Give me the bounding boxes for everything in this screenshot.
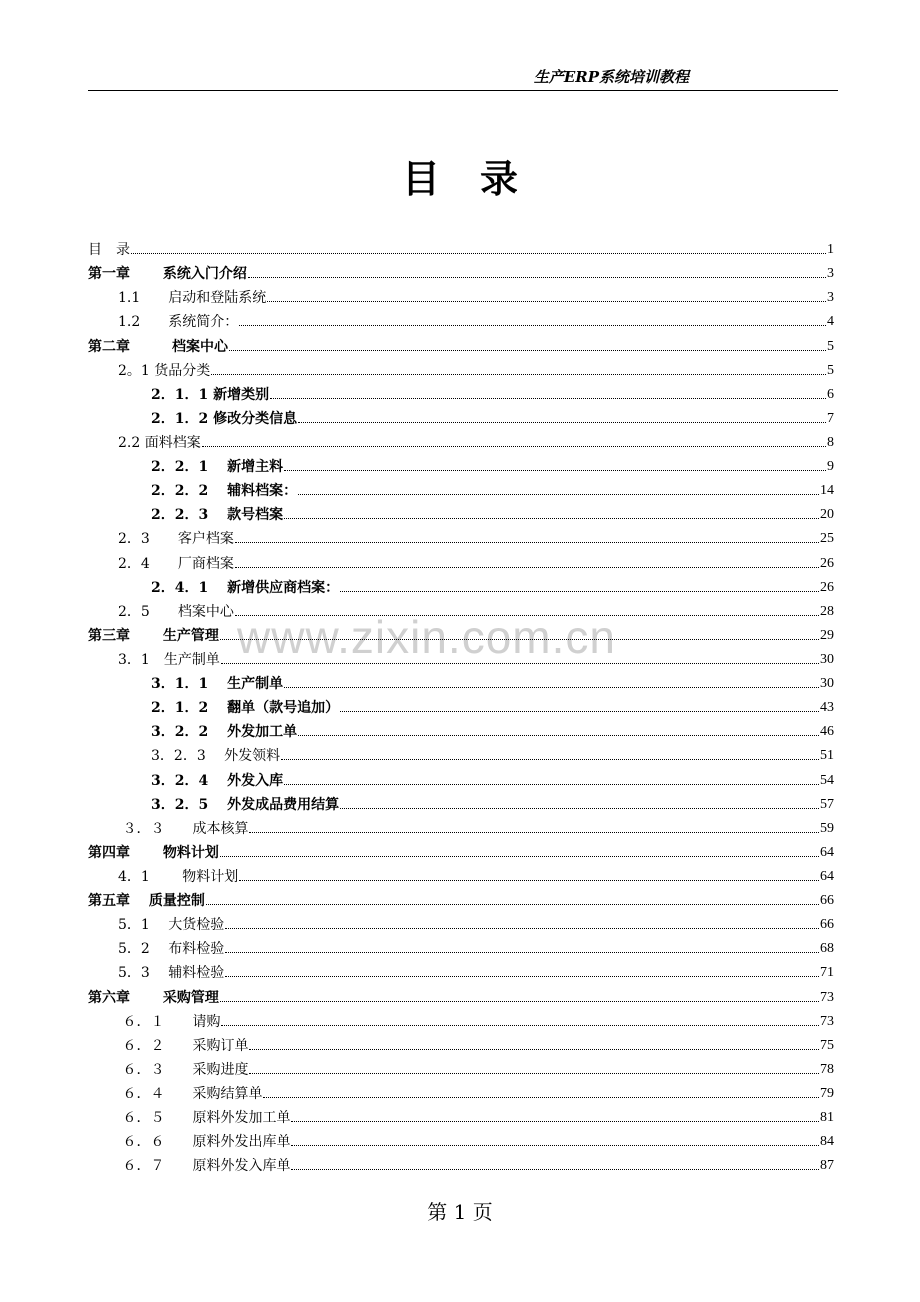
toc-entry-label: 2．3 客户档案 [118, 531, 234, 548]
toc-entry-page: 5 [827, 338, 834, 354]
toc-leader-dots [298, 422, 826, 423]
toc-entry[interactable] [88, 981, 834, 1005]
toc-entry[interactable] [88, 957, 834, 981]
toc-leader-dots [284, 518, 819, 519]
toc-entry-page: 46 [820, 724, 834, 740]
toc-entry-label: 目 录 [88, 242, 130, 259]
toc-leader-dots [291, 1145, 819, 1146]
toc-entry-label: ６．７ 原料外发入库单 [118, 1158, 291, 1175]
toc-leader-dots [235, 615, 819, 616]
toc-entry-page: 14 [820, 483, 834, 499]
toc-entry-label: ６．４ 采购结算单 [118, 1085, 263, 1102]
toc-entry-page: 66 [820, 917, 834, 933]
toc-entry[interactable] [88, 306, 834, 330]
toc-entry-label: 第四章 物料计划 [88, 844, 219, 861]
toc-leader-dots [270, 398, 826, 399]
toc-entry[interactable] [88, 692, 834, 716]
page-number-footer: 第 1 页 [427, 1200, 493, 1224]
toc-entry-label: 第六章 采购管理 [88, 989, 219, 1006]
toc-entry-label: ３．３ 成本核算 [118, 820, 249, 837]
toc-entry-label: 2．1．2 修改分类信息 [151, 410, 298, 427]
toc-entry-page: 26 [820, 579, 834, 595]
toc-entry-label: 3．1 生产制单 [118, 651, 220, 668]
toc-entry-page: 43 [820, 700, 834, 716]
toc-entry[interactable] [88, 572, 834, 596]
toc-entry-page: 54 [820, 772, 834, 788]
toc-entry-page: 29 [820, 627, 834, 643]
toc-entry-label: 3．2．5 外发成品费用结算 [151, 796, 340, 813]
toc-leader-dots [263, 1097, 819, 1098]
toc-entry[interactable] [88, 234, 834, 258]
toc-leader-dots [249, 1049, 819, 1050]
toc-leader-dots [225, 976, 819, 977]
toc-entry-page: 81 [820, 1110, 834, 1126]
toc-leader-dots [267, 301, 826, 302]
toc-entry[interactable] [88, 451, 834, 475]
toc-title: 目录 [401, 157, 558, 201]
toc-entry-page: 26 [820, 555, 834, 571]
toc-entry[interactable] [88, 1078, 834, 1102]
toc-leader-dots [220, 639, 819, 640]
toc-entry[interactable] [88, 1126, 834, 1150]
toc-entry[interactable] [88, 475, 834, 499]
toc-leader-dots [340, 808, 819, 809]
toc-entry[interactable] [88, 379, 834, 403]
toc-entry[interactable] [88, 282, 834, 306]
toc-entry[interactable] [88, 1102, 834, 1126]
toc-entry-label: 3．2．2 外发加工单 [151, 724, 298, 741]
toc-entry[interactable] [88, 716, 834, 740]
toc-entry[interactable] [88, 764, 834, 788]
toc-entry-page: 87 [820, 1158, 834, 1174]
toc-entry-label: ６．６ 原料外发出库单 [118, 1134, 291, 1151]
toc-entry[interactable] [88, 668, 834, 692]
toc-entry[interactable] [88, 403, 834, 427]
toc-entry-label: 3．2．4 外发入库 [151, 772, 284, 789]
toc-entry[interactable] [88, 644, 834, 668]
toc-entry-page: 66 [820, 893, 834, 909]
toc-entry-label: 1.2 系统简介： [118, 314, 239, 331]
toc-leader-dots [281, 759, 819, 760]
toc-entry-label: 5．2 布料检验 [118, 941, 225, 958]
toc-leader-dots [220, 1001, 819, 1002]
toc-entry-page: 6 [827, 386, 834, 402]
toc-entry-page: 75 [820, 1037, 834, 1053]
toc-leader-dots [206, 904, 819, 905]
toc-entry[interactable] [88, 355, 834, 379]
toc-entry-label: 第一章 系统入门介绍 [88, 266, 247, 283]
toc-leader-dots [235, 542, 819, 543]
toc-leader-dots [284, 687, 819, 688]
toc-entry-page: 30 [820, 676, 834, 692]
toc-leader-dots [239, 880, 819, 881]
toc-entry[interactable] [88, 1054, 834, 1078]
toc-leader-dots [225, 928, 819, 929]
toc-entry-page: 71 [820, 965, 834, 981]
toc-leader-dots [131, 253, 826, 254]
toc-entry-label: 第五章 质量控制 [88, 893, 205, 910]
toc-entry[interactable] [88, 789, 834, 813]
toc-entry-page: 8 [827, 434, 834, 450]
toc-entry-page: 79 [820, 1085, 834, 1101]
toc-leader-dots [239, 325, 826, 326]
toc-leader-dots [221, 663, 819, 664]
toc-entry-page: 68 [820, 941, 834, 957]
toc-entry[interactable] [88, 620, 834, 644]
toc-entry-label: 1.1 启动和登陆系统 [118, 290, 267, 307]
toc-entry-label: 2．1．1 新增类别 [151, 386, 270, 403]
toc-leader-dots [220, 856, 819, 857]
toc-entry-label: 第三章 生产管理 [88, 627, 219, 644]
toc-entry-page: 28 [820, 603, 834, 619]
toc-entry-page: 59 [820, 820, 834, 836]
toc-entry-page: 84 [820, 1134, 834, 1150]
toc-leader-dots [284, 784, 819, 785]
toc-entry-label: 3．2．3 外发领料 [151, 748, 281, 765]
watermark: www.zixin.com.cn [237, 611, 616, 663]
toc-entry-page: 25 [820, 531, 834, 547]
toc-leader-dots [340, 591, 819, 592]
toc-leader-dots [225, 952, 819, 953]
toc-leader-dots [202, 446, 826, 447]
toc-entry-label: 2．4 厂商档案 [118, 555, 234, 572]
toc-entry-label: 3．1．1 生产制单 [151, 676, 284, 693]
toc-entry-page: 1 [827, 242, 834, 258]
toc-entry-label: 2．5 档案中心 [118, 603, 234, 620]
toc-entry-label: 5．3 辅料检验 [118, 965, 225, 982]
toc-entry-page: 3 [827, 290, 834, 306]
toc-entry-label: 2．2．1 新增主料 [151, 459, 284, 476]
toc-leader-dots [249, 1073, 819, 1074]
toc-entry[interactable] [88, 427, 834, 451]
toc-entry[interactable] [88, 499, 834, 523]
toc-entry-page: 73 [820, 1013, 834, 1029]
toc-entry-label: ６．１ 请购 [118, 1013, 221, 1030]
toc-entry-page: 64 [820, 868, 834, 884]
toc-entry-page: 3 [827, 266, 834, 282]
toc-leader-dots [291, 1121, 819, 1122]
toc-entry[interactable] [88, 596, 834, 620]
toc-entry[interactable] [88, 330, 834, 354]
toc-entry-label: ６．５ 原料外发加工单 [118, 1110, 291, 1127]
toc-entry-label: ６．２ 采购订单 [118, 1037, 249, 1054]
toc-leader-dots [249, 832, 819, 833]
toc-entry-page: 9 [827, 459, 834, 475]
toc-entry-label: 2．4．1 新增供应商档案： [151, 579, 340, 596]
header-rule [88, 90, 838, 91]
toc-entry[interactable] [88, 1030, 834, 1054]
toc-entry[interactable] [88, 1150, 834, 1174]
toc-entry-label: 2.2 面料档案 [118, 434, 201, 451]
toc-entry[interactable] [88, 933, 834, 957]
toc-leader-dots [235, 567, 819, 568]
toc-entry-label: 2．2．2 辅料档案： [151, 483, 298, 500]
toc-entry-page: 5 [827, 362, 834, 378]
toc-entry[interactable] [88, 547, 834, 571]
table-of-contents [88, 234, 834, 1174]
toc-entry[interactable] [88, 861, 834, 885]
toc-entry[interactable] [88, 740, 834, 764]
toc-entry[interactable] [88, 885, 834, 909]
toc-entry[interactable] [88, 813, 834, 837]
toc-entry-page: 57 [820, 796, 834, 812]
toc-leader-dots [340, 711, 819, 712]
toc-entry-page: 20 [820, 507, 834, 523]
toc-leader-dots [298, 735, 819, 736]
toc-entry[interactable] [88, 258, 834, 282]
toc-entry-label: 4．1 物料计划 [118, 868, 239, 885]
toc-entry-page: 73 [820, 989, 834, 1005]
toc-entry-page: 7 [827, 410, 834, 426]
toc-leader-dots [291, 1169, 819, 1170]
toc-entry-page: 4 [827, 314, 834, 330]
toc-entry-page: 51 [820, 748, 834, 764]
toc-entry-label: 2．2．3 款号档案 [151, 507, 284, 524]
toc-leader-dots [221, 1025, 819, 1026]
toc-entry-label: ６．３ 采购进度 [118, 1061, 249, 1078]
toc-entry-label: 5．1 大货检验 [118, 917, 225, 934]
toc-leader-dots [284, 470, 826, 471]
toc-entry-label: 第二章 档案中心 [88, 338, 228, 355]
toc-entry-page: 30 [820, 651, 834, 667]
page-header-title: 生产ERP系统培训教程 [533, 68, 689, 86]
toc-entry-label: 2．1．2 翻单（款号追加） [151, 700, 340, 717]
toc-entry-page: 78 [820, 1061, 834, 1077]
toc-entry[interactable] [88, 909, 834, 933]
toc-entry[interactable] [88, 837, 834, 861]
toc-leader-dots [211, 374, 826, 375]
toc-entry[interactable] [88, 523, 834, 547]
toc-entry[interactable] [88, 1006, 834, 1030]
toc-leader-dots [298, 494, 819, 495]
toc-leader-dots [229, 350, 826, 351]
toc-entry-label: 2。1 货品分类 [118, 362, 211, 379]
toc-leader-dots [248, 277, 826, 278]
toc-entry-page: 64 [820, 844, 834, 860]
